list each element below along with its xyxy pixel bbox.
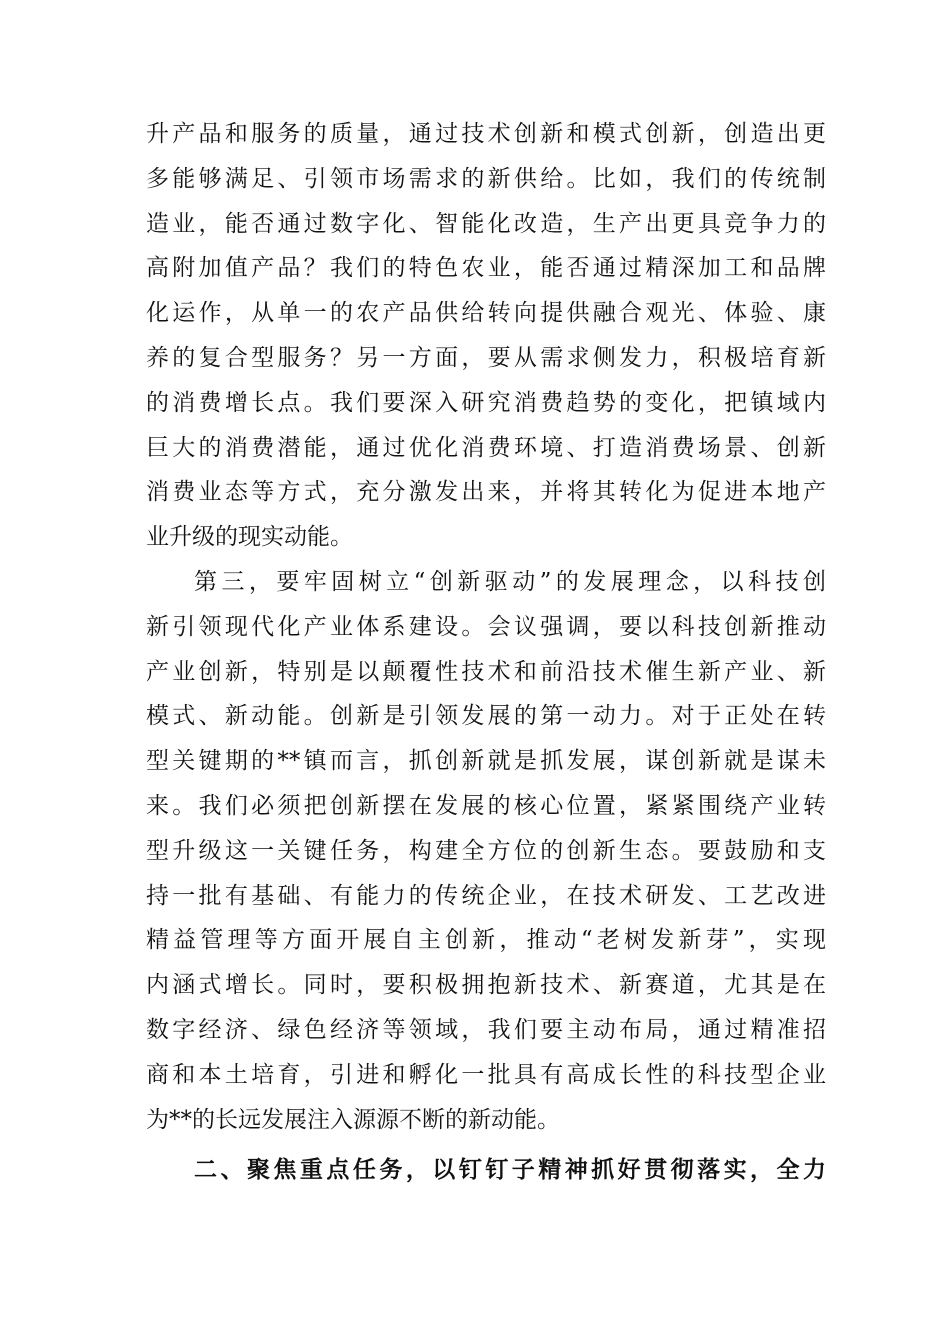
text-line: 型升级这一关键任务，构建全方位的创新生态。要鼓励和支 (146, 837, 826, 864)
text-line: 高附加值产品？我们的特色农业，能否通过精深加工和品牌 (146, 255, 826, 282)
text-line: 商和本土培育，引进和孵化一批具有高成长性的科技型企业 (146, 1061, 826, 1088)
text-line: 为**的长远发展注入源源不断的新动能。 (146, 1106, 560, 1133)
text-line: 养的复合型服务？另一方面，要从需求侧发力，积极培育新 (146, 344, 826, 371)
text-line: 精益管理等方面开展自主创新，推动“老树发新芽”，实现 (146, 927, 826, 954)
text-line: 多能够满足、引领市场需求的新供给。比如，我们的传统制 (146, 165, 826, 192)
text-line: 模式、新动能。创新是引领发展的第一动力。对于正处在转 (146, 703, 826, 730)
text-line: 型关键期的**镇而言，抓创新就是抓发展，谋创新就是谋未 (146, 748, 826, 775)
text-line: 消费业态等方式，充分激发出来，并将其转化为促进本地产 (146, 479, 826, 506)
section-heading: 二、聚焦重点任务，以钉钉子精神抓好贯彻落实，全力 (194, 1157, 826, 1184)
text-line: 的消费增长点。我们要深入研究消费趋势的变化，把镇域内 (146, 389, 826, 416)
text-line: 新引领现代化产业体系建设。会议强调，要以科技创新推动 (146, 613, 826, 640)
text-line: 产业创新，特别是以颠覆性技术和前沿技术催生新产业、新 (146, 658, 826, 685)
text-line: 来。我们必须把创新摆在发展的核心位置，紧紧围绕产业转 (146, 792, 826, 819)
text-line: 数字经济、绿色经济等领域，我们要主动布局，通过精准招 (146, 1016, 826, 1043)
document-body (146, 112, 826, 1193)
paragraph-start-line: 第三，要牢固树立“创新驱动”的发展理念，以科技创 (194, 568, 826, 595)
text-line: 巨大的消费潜能，通过优化消费环境、打造消费场景、创新 (146, 434, 826, 461)
text-line: 持一批有基础、有能力的传统企业，在技术研发、工艺改进 (146, 882, 826, 909)
text-line: 升产品和服务的质量，通过技术创新和模式创新，创造出更 (146, 121, 826, 147)
text-line: 业升级的现实动能。 (146, 524, 353, 551)
text-line: 内涵式增长。同时，要积极拥抱新技术、新赛道，尤其是在 (146, 972, 826, 999)
text-line: 造业，能否通过数字化、智能化改造，生产出更具竞争力的 (146, 210, 826, 237)
text-line: 化运作，从单一的农产品供给转向提供融合观光、体验、康 (146, 300, 826, 327)
